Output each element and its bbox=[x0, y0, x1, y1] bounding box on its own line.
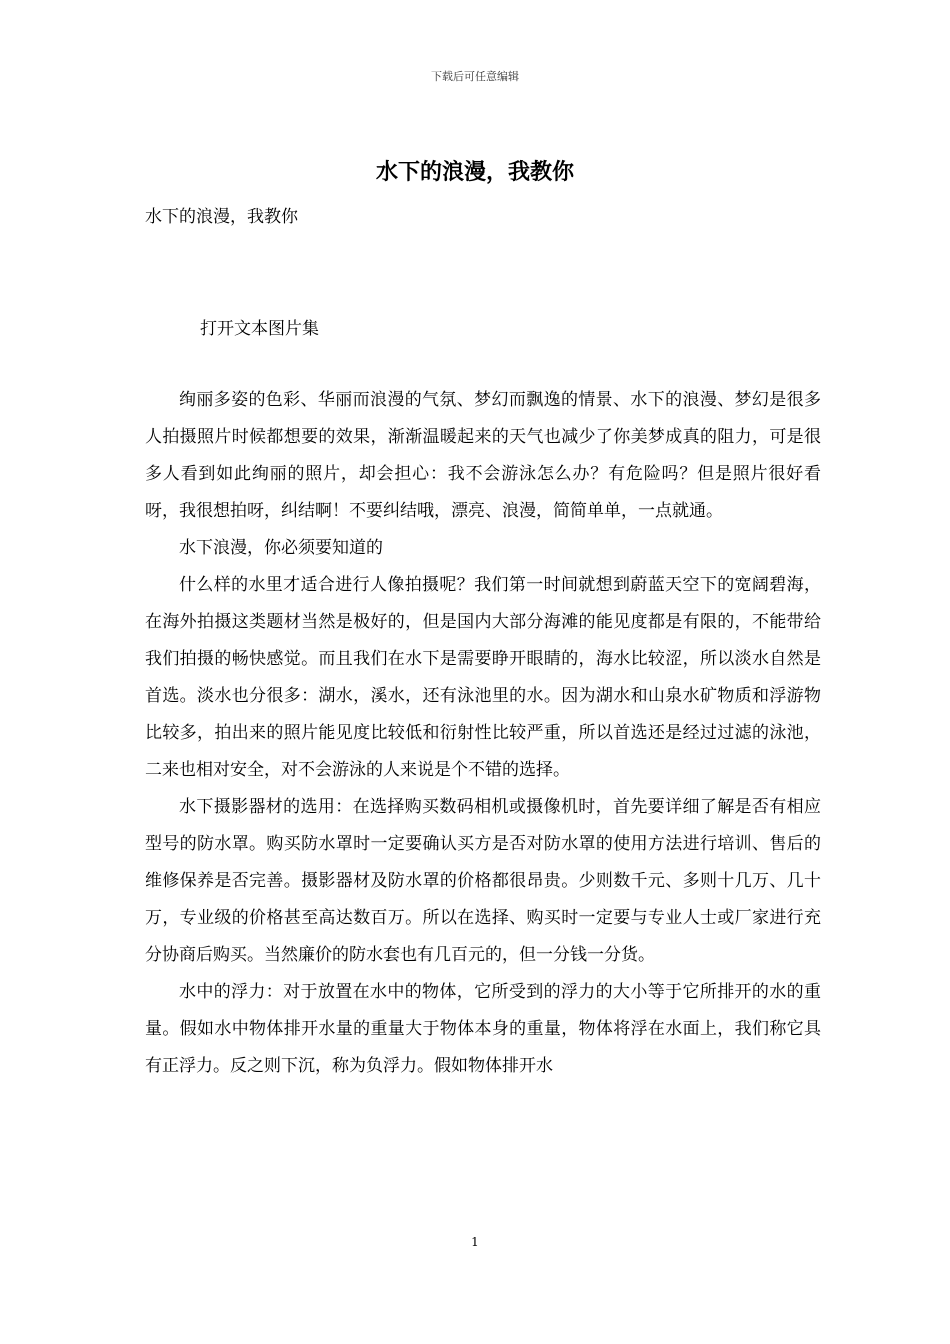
paragraph: 水下浪漫，你必须要知道的 bbox=[179, 538, 383, 558]
page-header-note: 下载后可任意编辑 bbox=[431, 70, 519, 83]
document-subtitle: 水下的浪漫，我教你 bbox=[145, 207, 298, 227]
article-body bbox=[145, 382, 821, 1085]
page-number: 1 bbox=[471, 1235, 479, 1249]
document-title: 水下的浪漫，我教你 bbox=[375, 159, 574, 185]
paragraph: 水下摄影器材的选用：在选择购买数码相机或摄像机时，首先要详细了解是否有相应型号的防水罩。购买防水罩时一定要确认买方是否对防水罩的使用方法进行培训、售后的维修保养是否完善。摄影器材及防水罩的价格都很昂贵。少则数千元、多则十几万、几十万，专业级的价格甚至高达数百万。所以在选择、购买时一定要与专业人士或厂家进行充分协商后购买。当然廉价的防水套也有几百元的，但一分钱一分货。 bbox=[145, 797, 821, 965]
paragraph: 什么样的水里才适合进行人像拍摄呢？我们第一时间就想到蔚蓝天空下的宽阔碧海，在海外拍摄这类题材当然是极好的，但是国内大部分海滩的能见度都是有限的，不能带给我们拍摄的畅快感觉。而且我们在水下是需要睁开眼睛的，海水比较涩，所以淡水自然是首选。淡水也分很多：湖水，溪水，还有泳池里的水。因为湖水和山泉水矿物质和浮游物比较多，拍出来的照片能见度比较低和衍射性比较严重，所以首选还是经过过滤的泳池，二来也相对安全，对不会游泳的人来说是个不错的选择。 bbox=[145, 575, 821, 780]
paragraph: 水中的浮力：对于放置在水中的物体，它所受到的浮力的大小等于它所排开的水的重量。假如水中物体排开水量的重量大于物体本身的重量，物体将浮在水面上，我们称它具有正浮力。反之则下沉，称为负浮力。假如物体排开水 bbox=[145, 982, 821, 1076]
image-gallery-link[interactable]: 打开文本图片集 bbox=[200, 319, 319, 339]
paragraph: 绚丽多姿的色彩、华丽而浪漫的气氛、梦幻而飘逸的情景、水下的浪漫、梦幻是很多人拍摄照片时候都想要的效果，渐渐温暖起来的天气也减少了你美梦成真的阻力，可是很多人看到如此绚丽的照片，却会担心：我不会游泳怎么办？有危险吗？但是照片很好看呀，我很想拍呀，纠结啊！不要纠结哦，漂亮、浪漫，简简单单，一点就通。 bbox=[145, 390, 821, 521]
